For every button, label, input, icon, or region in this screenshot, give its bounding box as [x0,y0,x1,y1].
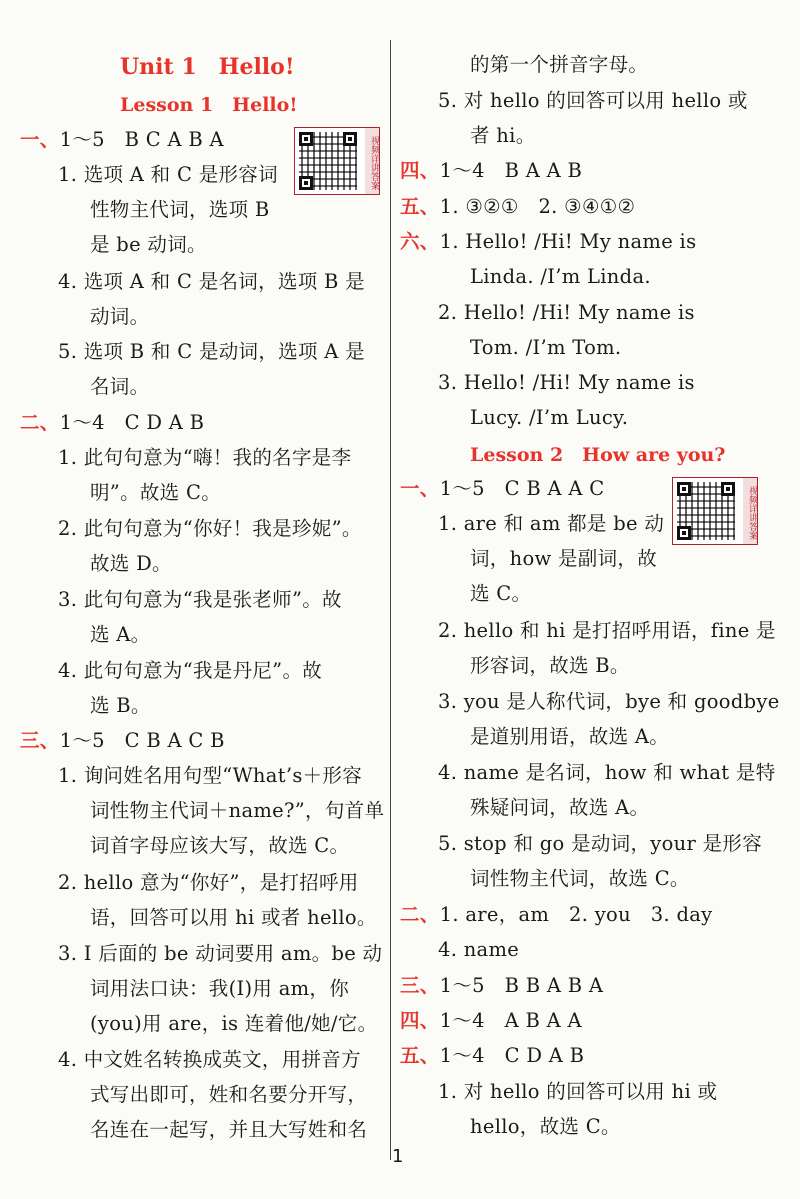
answer-line: 名连在一起写，并且大写姓和名 [90,1118,368,1141]
answer-line: 词性物主代词，故选 C。 [470,867,690,890]
section-1-heading [20,125,224,155]
answer-line: 3. 此句句意为“我是张老师”。故 [58,588,342,611]
section-answers: 1～4 B A A B [439,159,583,182]
answer-line: 词，how 是副词，故 [470,547,657,570]
section-number: 一、 [400,477,440,500]
answer-line: 式写出即可，姓和名要分开写， [90,1083,368,1106]
answer-line: 4. 选项 A 和 C 是名词，选项 B 是 [58,270,365,293]
answer-line: 形容词，故选 B。 [470,654,630,677]
answer-line: 者 hi。 [470,124,536,147]
section-answers: 1～4 C D A B [59,411,205,434]
answer-line: 2. 此句句意为“你好！我是珍妮”。 [58,517,362,540]
answer-line: 3. I 后面的 be 动词要用 am。be 动 [58,942,383,965]
answer-line: hello，故选 C。 [470,1115,621,1138]
section-number: 二、 [400,903,440,926]
answer-line: 1. 此句句意为“嗨！我的名字是李 [58,446,352,469]
answer-line: 1. 选项 A 和 C 是形容词 [58,163,278,186]
lesson-1-title: Lesson 1 Hello! [120,94,298,116]
answer-line: 语，回答可以用 hi 或者 hello。 [90,906,377,929]
answer-line: 选 C。 [470,582,532,605]
section-answers: 1～5 C B A C B [59,729,225,752]
answer-line: 名词。 [90,375,150,398]
section-number: 一、 [20,128,60,151]
section-answers: 1～5 B B A B A [439,974,604,997]
section-number: 四、 [400,159,440,182]
section-number: 六、 [400,230,440,253]
qr-label: 视频详讲答案 [365,128,379,194]
lesson-2-section-1-heading [400,474,604,504]
section-number: 四、 [400,1009,440,1032]
answer-line: 词用法口诀：我(I)用 am，你 [90,977,350,1000]
section-2-heading [20,408,204,438]
qr-code-icon [299,132,357,190]
lesson-2-section-3-heading [400,971,603,1001]
answer-line: 2. Hello! /Hi! My name is [438,301,695,324]
answer-line: Lucy. /I’m Lucy. [470,406,629,429]
qr-code-lesson-1[interactable] [294,127,380,195]
qr-code-icon [677,482,735,540]
section-answers: 1. Hello! /Hi! My name is [439,230,697,253]
column-divider [390,40,391,1160]
answer-line: 的第一个拼音字母。 [470,53,649,76]
answer-line: 4. name 是名词，how 和 what 是特 [438,761,776,784]
section-answers: 1. ③②① 2. ③④①② [439,195,636,218]
section-number: 三、 [20,729,60,752]
section-answers: 1～4 A B A A [439,1009,582,1032]
answer-line: 5. 选项 B 和 C 是动词，选项 A 是 [58,340,365,363]
answer-line: 2. hello 意为“你好”，是打招呼用 [58,871,359,894]
answer-line: 选 A。 [90,623,151,646]
answer-line: 性物主代词，选项 B [90,198,270,221]
answer-line: 3. you 是人称代词，bye 和 goodbye [438,690,780,713]
section-number: 三、 [400,974,440,997]
answer-line: Linda. /I’m Linda. [470,265,651,288]
answer-line: 5. stop 和 go 是动词，your 是形容 [438,832,763,855]
answer-line: 1. are 和 am 都是 be 动 [438,512,665,535]
answer-line: 1. 询问姓名用句型“What’s＋形容 [58,764,363,787]
answer-line: 4. 此句句意为“我是丹尼”。故 [58,659,323,682]
answer-line: 4. name [438,938,520,961]
section-answers: 1～5 C B A A C [439,477,605,500]
answer-line: 1. 对 hello 的回答可以用 hi 或 [438,1080,718,1103]
section-number: 二、 [20,411,60,434]
lesson-2-section-2-heading [400,900,712,930]
section-6-heading [400,227,696,257]
answer-line: 词性物主代词＋name?”，句首单 [90,799,385,822]
lesson-2-section-5-heading [400,1041,584,1071]
answer-line: 是 be 动词。 [90,233,207,256]
section-answers: 1～5 B C A B A [59,128,224,151]
answer-line: 词首字母应该大写，故选 C。 [90,834,350,857]
section-answers: 1～4 C D A B [439,1044,585,1067]
page-number: 1 [392,1146,404,1167]
answer-line: 2. hello 和 hi 是打招呼用语，fine 是 [438,619,776,642]
section-5-heading [400,192,635,222]
answer-line: 明”。故选 C。 [90,481,221,504]
section-number: 五、 [400,1044,440,1067]
qr-label: 视频详讲答案 [743,478,757,544]
answer-line: 殊疑问词，故选 A。 [470,796,650,819]
lesson-2-section-4-heading [400,1006,582,1036]
unit-title: Unit 1 Hello! [120,54,295,80]
section-4-heading [400,156,582,186]
section-number: 五、 [400,195,440,218]
answer-line: 3. Hello! /Hi! My name is [438,371,695,394]
answer-line: Tom. /I’m Tom. [470,336,622,359]
lesson-2-title: Lesson 2 How are you? [470,444,726,466]
answer-line: 动词。 [90,305,150,328]
answer-line: 5. 对 hello 的回答可以用 hello 或 [438,89,748,112]
answer-line: 故选 D。 [90,552,172,575]
answer-line: 选 B。 [90,694,151,717]
section-answers: 1. are，am 2. you 3. day [439,903,713,926]
answer-line: 是道别用语，故选 A。 [470,725,670,748]
answer-line: (you)用 are，is 连着他/她/它。 [90,1012,378,1035]
qr-code-lesson-2[interactable] [672,477,758,545]
answer-line: 4. 中文姓名转换成英文，用拼音方 [58,1048,361,1071]
section-3-heading [20,726,225,756]
